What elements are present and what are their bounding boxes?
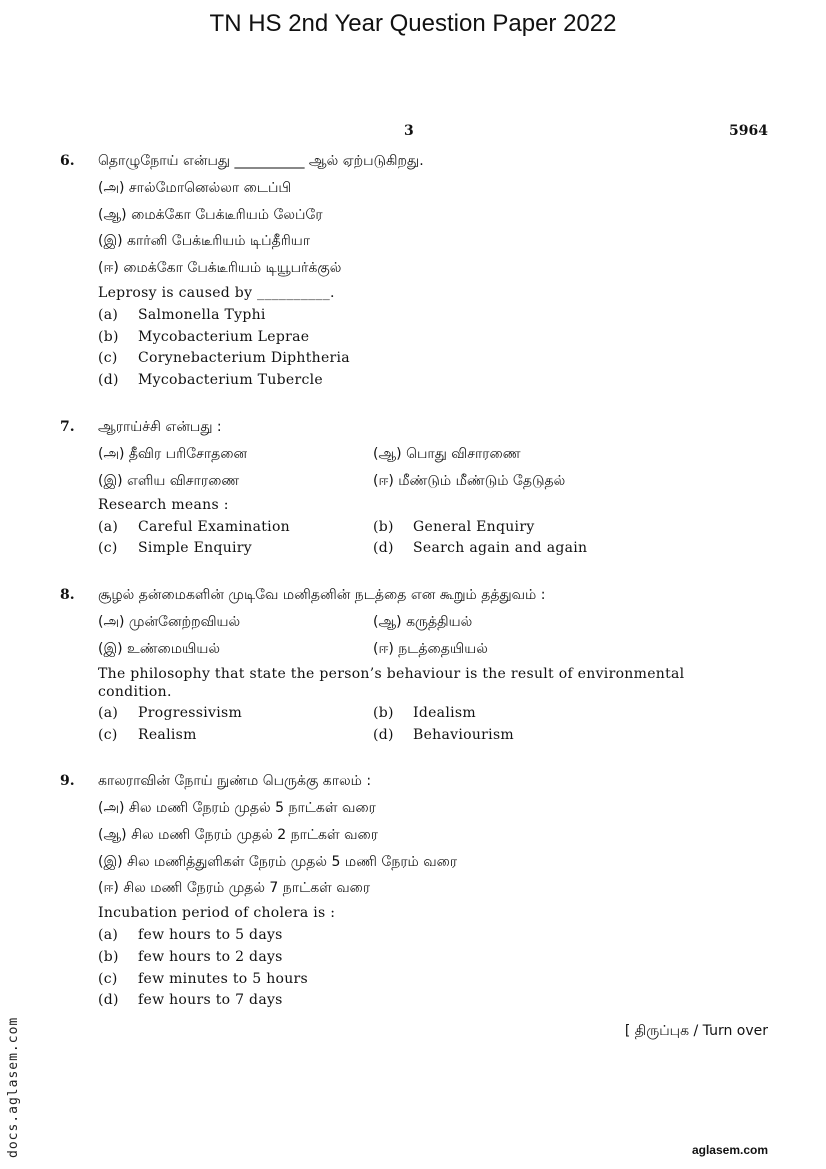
tamil-option: (ஈ) நடத்தையியல் [373, 641, 488, 657]
question-number: 6. [60, 153, 75, 169]
english-option [98, 540, 252, 556]
site-footer: aglasem.com [691, 1143, 768, 1157]
option-text: few hours to 5 days [138, 927, 283, 943]
page-number: 3 [404, 123, 414, 139]
english-option [373, 540, 587, 556]
english-question: The philosophy that state the person’s behaviour is the result of environmental condition. [98, 666, 685, 700]
option-label: (d) [373, 540, 394, 556]
option-text: Mycobacterium Tubercle [138, 372, 323, 388]
option-text: few hours to 7 days [138, 992, 283, 1008]
english-option [98, 372, 323, 388]
option-label: (a) [98, 927, 119, 943]
english-option [373, 519, 535, 535]
tamil-question: ஆராய்ச்சி என்பது : [98, 419, 222, 435]
tamil-option: (ஆ) பொது விசாரணை [373, 446, 521, 462]
tamil-option: (ஆ) சில மணி நேரம் முதல் 2 நாட்கள் வரை [98, 827, 378, 843]
english-option [98, 329, 309, 345]
english-question: Incubation period of cholera is : [98, 905, 336, 921]
option-text: Search again and again [413, 540, 588, 556]
option-text: General Enquiry [413, 519, 535, 535]
tamil-question: சூழல் தன்மைகளின் முடிவே மனிதனின் நடத்தை என கூறும் தத்துவம் : [98, 587, 546, 603]
option-label: (a) [98, 705, 119, 721]
option-label: (c) [98, 540, 118, 556]
option-label: (b) [98, 949, 119, 965]
english-option [98, 927, 283, 943]
option-label: (b) [98, 329, 119, 345]
option-label: (d) [98, 372, 119, 388]
tamil-option: (ஈ) மைக்கோ பேக்டீரியம் டியூபர்க்குல் [98, 260, 342, 276]
tamil-option: (இ) எளிய விசாரணை [98, 473, 240, 489]
english-option [98, 350, 350, 366]
option-text: Idealism [413, 705, 476, 721]
english-option [373, 727, 514, 743]
option-label: (c) [98, 350, 118, 366]
tamil-option: (அ) தீவிர பரிசோதனை [98, 446, 248, 462]
option-label: (d) [98, 992, 119, 1008]
turn-over-note: [ திருப்புக / Turn over [624, 1023, 768, 1039]
english-option [98, 705, 242, 721]
tamil-option: (ஈ) சில மணி நேரம் முதல் 7 நாட்கள் வரை [98, 880, 371, 896]
english-question: Leprosy is caused by __________. [98, 285, 335, 301]
option-text: Realism [138, 727, 197, 743]
question-number: 9. [60, 773, 75, 789]
tamil-option: (ஈ) மீண்டும் மீண்டும் தேடுதல் [373, 473, 566, 489]
option-text: Mycobacterium Leprae [138, 329, 310, 345]
english-option [373, 705, 476, 721]
option-label: (b) [373, 705, 394, 721]
tamil-question: காலராவின் நோய் நுண்ம பெருக்கு காலம் : [98, 773, 372, 789]
question-number: 7. [60, 419, 75, 435]
question-number: 8. [60, 587, 75, 603]
tamil-option: (ஆ) கருத்தியல் [373, 614, 473, 630]
english-question: Research means : [98, 497, 229, 513]
option-text: few hours to 2 days [138, 949, 283, 965]
side-watermark: docs.aglasem.com [6, 1016, 21, 1158]
tamil-option: (அ) சில மணி நேரம் முதல் 5 நாட்கள் வரை [98, 800, 376, 816]
tamil-option: (இ) சில மணித்துளிகள் நேரம் முதல் 5 மணி நேரம் வரை [98, 854, 458, 870]
option-text: Corynebacterium Diphtheria [138, 350, 350, 366]
document-title: TN HS 2nd Year Question Paper 2022 [209, 10, 617, 37]
english-option [98, 519, 290, 535]
option-label: (d) [373, 727, 394, 743]
option-text: few minutes to 5 hours [138, 971, 309, 987]
english-option [98, 727, 197, 743]
option-text: Simple Enquiry [138, 540, 253, 556]
option-text: Careful Examination [138, 519, 290, 535]
tamil-option: (அ) சால்மோனெல்லா டைப்பி [98, 180, 292, 196]
option-label: (c) [98, 727, 118, 743]
tamil-option: (அ) முன்னேற்றவியல் [98, 614, 241, 630]
english-option [98, 971, 308, 987]
paper-code: 5964 [729, 123, 768, 139]
option-label: (b) [373, 519, 394, 535]
option-text: Salmonella Typhi [138, 307, 266, 323]
tamil-option: (இ) கார்னி பேக்டீரியம் டிப்தீரியா [98, 233, 311, 249]
english-option [98, 949, 283, 965]
tamil-option: (ஆ) மைக்கோ பேக்டீரியம் லேப்ரே [98, 207, 323, 223]
option-label: (c) [98, 971, 118, 987]
option-text: Progressivism [138, 705, 243, 721]
option-label: (a) [98, 307, 119, 323]
option-text: Behaviourism [413, 727, 514, 743]
english-option [98, 307, 266, 323]
tamil-question: தொழுநோய் என்பது __________ ஆல் ஏற்படுகிறது. [98, 153, 424, 169]
tamil-option: (இ) உண்மையியல் [98, 641, 221, 657]
option-label: (a) [98, 519, 119, 535]
english-option [98, 992, 283, 1008]
